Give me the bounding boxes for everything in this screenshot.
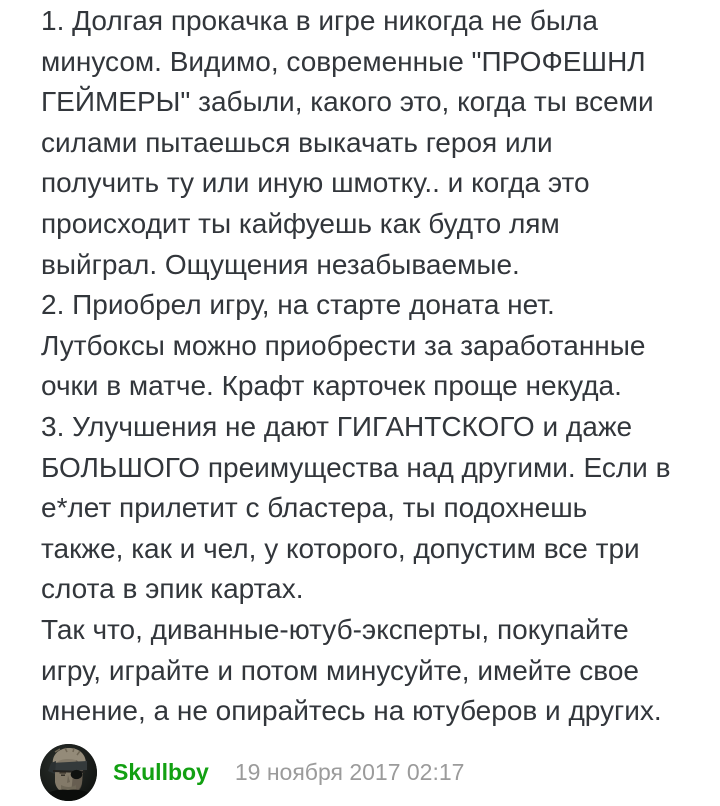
comment-text-line: БОЛЬШОГО преимущества над другими. Если в <box>41 451 671 483</box>
comment-text-line: 2. Приобрел игру, на старте доната нет. <box>41 289 555 321</box>
comment-text-line: е*лет прилетит с бластера, ты подохнешь <box>41 492 588 524</box>
comment-text-line: получить ту или иную шмотку.. и когда это <box>41 167 590 199</box>
comment-text-line: силами пытаешься выкачать героя или <box>41 126 553 158</box>
comment-body <box>41 0 690 732</box>
comment-footer <box>40 744 464 801</box>
comment-text-line: 3. Улучшения не дают ГИГАНТСКОГО и даже <box>41 410 633 442</box>
comment-text-line: выйграл. Ощущения незабываемые. <box>41 248 520 280</box>
username-link[interactable]: Skullboy <box>113 759 209 785</box>
comment-text-line: минусом. Видимо, современные "ПРОФЕШНЛ <box>41 45 646 77</box>
comment-text-line: очки в матче. Крафт карточек проще некуда. <box>41 370 622 402</box>
comment-text-line: слота в эпик картах. <box>41 573 304 605</box>
comment-text-line: 1. Долгая прокачка в игре никогда не была <box>41 5 598 36</box>
comment-text-line: ГЕЙМЕРЫ" забыли, какого это, когда ты всеми <box>41 86 654 118</box>
comment-timestamp: 19 ноября 2017 02:17 <box>234 759 465 785</box>
comment-text-line: игру, играйте и потом минусуйте, имейте свое <box>41 654 640 686</box>
comment-text-line: мнение, а не опирайтесь на ютуберов и других. <box>41 695 662 727</box>
comment-text-line: происходит ты кайфуешь как будто лям <box>41 207 560 239</box>
comment-text-line: Так что, диванные-ютуб-эксперты, покупайте <box>41 613 629 645</box>
comment-text-line: также, как и чел, у которого, допустим все три <box>41 532 640 564</box>
snake-portrait-avatar-icon <box>40 744 97 801</box>
comment-text-line: Лутбоксы можно приобрести за заработанные <box>41 329 646 361</box>
user-avatar[interactable] <box>40 744 97 801</box>
